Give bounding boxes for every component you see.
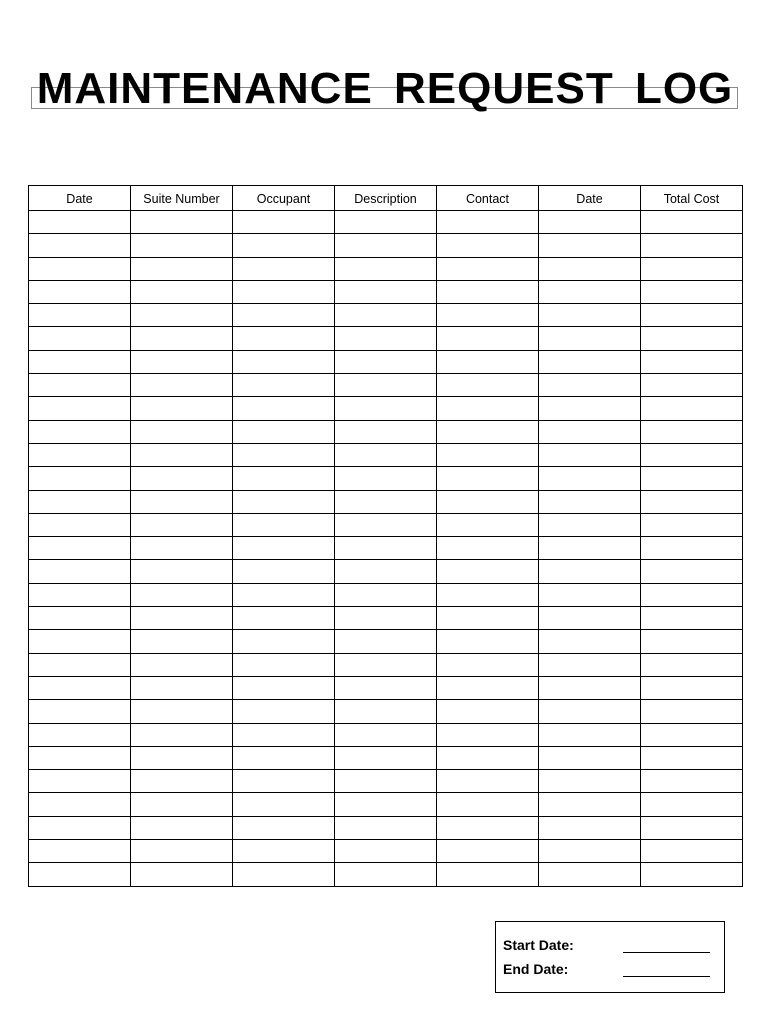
table-cell[interactable]: [29, 280, 131, 303]
table-cell[interactable]: [29, 234, 131, 257]
table-row: [29, 397, 743, 420]
table-cell[interactable]: [437, 793, 539, 816]
table-row: [29, 793, 743, 816]
table-cell[interactable]: [539, 653, 641, 676]
table-cell[interactable]: [29, 793, 131, 816]
table-row: [29, 770, 743, 793]
col-header-completed-date: Date: [539, 186, 641, 211]
table-row: [29, 816, 743, 839]
table-row: [29, 653, 743, 676]
table-cell[interactable]: [233, 304, 335, 327]
table-cell[interactable]: [437, 560, 539, 583]
table-cell[interactable]: [131, 700, 233, 723]
header-row: [29, 186, 743, 211]
table-cell[interactable]: [131, 327, 233, 350]
table-cell[interactable]: [335, 793, 437, 816]
table-cell[interactable]: [233, 653, 335, 676]
table-cell[interactable]: [233, 560, 335, 583]
table-cell[interactable]: [131, 234, 233, 257]
table-cell[interactable]: [437, 653, 539, 676]
table-cell[interactable]: [539, 723, 641, 746]
table-cell[interactable]: [539, 211, 641, 234]
table-cell[interactable]: [29, 397, 131, 420]
table-cell[interactable]: [335, 467, 437, 490]
table-cell[interactable]: [335, 397, 437, 420]
table-cell[interactable]: [335, 653, 437, 676]
table-cell[interactable]: [437, 700, 539, 723]
table-cell[interactable]: [437, 350, 539, 373]
table-cell[interactable]: [335, 443, 437, 466]
table-row: [29, 863, 743, 886]
table-cell[interactable]: [335, 420, 437, 443]
table-cell[interactable]: [335, 676, 437, 699]
log-body: [29, 211, 743, 887]
table-cell[interactable]: [437, 257, 539, 280]
table-cell[interactable]: [641, 490, 743, 513]
table-cell[interactable]: [641, 537, 743, 560]
table-cell[interactable]: [29, 653, 131, 676]
table-cell[interactable]: [539, 420, 641, 443]
table-cell[interactable]: [29, 513, 131, 536]
table-cell[interactable]: [335, 327, 437, 350]
table-row: [29, 490, 743, 513]
table-cell[interactable]: [539, 793, 641, 816]
table-cell[interactable]: [437, 816, 539, 839]
table-cell[interactable]: [335, 374, 437, 397]
table-row: [29, 700, 743, 723]
table-cell[interactable]: [29, 304, 131, 327]
table-cell[interactable]: [437, 234, 539, 257]
table-cell[interactable]: [233, 350, 335, 373]
table-cell[interactable]: [539, 467, 641, 490]
table-cell[interactable]: [335, 280, 437, 303]
table-cell[interactable]: [131, 653, 233, 676]
table-cell[interactable]: [437, 583, 539, 606]
table-cell[interactable]: [641, 374, 743, 397]
table-cell[interactable]: [131, 583, 233, 606]
table-cell[interactable]: [335, 863, 437, 886]
table-cell[interactable]: [335, 211, 437, 234]
table-row: [29, 350, 743, 373]
table-row: [29, 234, 743, 257]
table-cell[interactable]: [641, 280, 743, 303]
table-cell[interactable]: [335, 513, 437, 536]
col-header-occupant: Occupant: [233, 186, 335, 211]
table-cell[interactable]: [539, 583, 641, 606]
table-cell[interactable]: [131, 840, 233, 863]
table-cell[interactable]: [233, 700, 335, 723]
table-cell[interactable]: [641, 746, 743, 769]
table-cell[interactable]: [335, 234, 437, 257]
table-cell[interactable]: [539, 257, 641, 280]
table-cell[interactable]: [29, 676, 131, 699]
table-cell[interactable]: [641, 607, 743, 630]
table-cell[interactable]: [29, 350, 131, 373]
table-cell[interactable]: [641, 816, 743, 839]
table-cell[interactable]: [131, 723, 233, 746]
table-cell[interactable]: [335, 840, 437, 863]
table-cell[interactable]: [335, 350, 437, 373]
start-date-label: Start Date:: [503, 937, 574, 953]
table-cell[interactable]: [641, 234, 743, 257]
start-date-field[interactable]: [623, 952, 710, 953]
table-cell[interactable]: [233, 234, 335, 257]
table-cell[interactable]: [641, 723, 743, 746]
table-cell[interactable]: [131, 746, 233, 769]
end-date-label: End Date:: [503, 961, 569, 977]
table-cell[interactable]: [437, 467, 539, 490]
table-cell[interactable]: [641, 211, 743, 234]
table-cell[interactable]: [437, 770, 539, 793]
table-cell[interactable]: [641, 676, 743, 699]
table-cell[interactable]: [335, 304, 437, 327]
table-cell[interactable]: [233, 676, 335, 699]
table-cell[interactable]: [641, 513, 743, 536]
table-cell[interactable]: [539, 304, 641, 327]
table-row: [29, 420, 743, 443]
table-cell[interactable]: [335, 490, 437, 513]
col-header-total-cost: Total Cost: [641, 186, 743, 211]
table-row: [29, 327, 743, 350]
table-cell[interactable]: [29, 840, 131, 863]
table-cell[interactable]: [29, 257, 131, 280]
table-row: [29, 374, 743, 397]
table-cell[interactable]: [233, 583, 335, 606]
table-cell[interactable]: [539, 676, 641, 699]
table-cell[interactable]: [335, 560, 437, 583]
table-cell[interactable]: [233, 607, 335, 630]
table-cell[interactable]: [335, 583, 437, 606]
table-row: [29, 630, 743, 653]
table-cell[interactable]: [233, 374, 335, 397]
table-row: [29, 513, 743, 536]
table-cell[interactable]: [437, 513, 539, 536]
table-cell[interactable]: [233, 816, 335, 839]
table-cell[interactable]: [131, 513, 233, 536]
table-cell[interactable]: [233, 770, 335, 793]
table-cell[interactable]: [437, 746, 539, 769]
table-cell[interactable]: [233, 793, 335, 816]
table-cell[interactable]: [437, 630, 539, 653]
table-cell[interactable]: [29, 863, 131, 886]
table-cell[interactable]: [233, 420, 335, 443]
table-cell[interactable]: [335, 537, 437, 560]
table-cell[interactable]: [641, 560, 743, 583]
table-cell[interactable]: [131, 490, 233, 513]
table-cell[interactable]: [641, 863, 743, 886]
table-cell[interactable]: [233, 513, 335, 536]
table-cell[interactable]: [233, 467, 335, 490]
table-cell[interactable]: [131, 257, 233, 280]
table-cell[interactable]: [131, 863, 233, 886]
table-cell[interactable]: [539, 863, 641, 886]
table-row: [29, 560, 743, 583]
table-cell[interactable]: [437, 397, 539, 420]
table-cell[interactable]: [437, 676, 539, 699]
table-cell[interactable]: [131, 280, 233, 303]
start-date-row: [503, 937, 713, 955]
table-cell[interactable]: [641, 630, 743, 653]
table-cell[interactable]: [437, 443, 539, 466]
table-cell[interactable]: [437, 537, 539, 560]
table-cell[interactable]: [335, 630, 437, 653]
table-cell[interactable]: [437, 840, 539, 863]
table-cell[interactable]: [29, 746, 131, 769]
table-cell[interactable]: [131, 211, 233, 234]
table-cell[interactable]: [29, 723, 131, 746]
table-cell[interactable]: [335, 257, 437, 280]
table-cell[interactable]: [29, 443, 131, 466]
table-cell[interactable]: [131, 304, 233, 327]
table-cell[interactable]: [29, 374, 131, 397]
table-cell[interactable]: [539, 537, 641, 560]
table-cell[interactable]: [233, 397, 335, 420]
table-cell[interactable]: [131, 443, 233, 466]
table-cell[interactable]: [437, 420, 539, 443]
table-cell[interactable]: [641, 840, 743, 863]
table-cell[interactable]: [539, 513, 641, 536]
table-cell[interactable]: [437, 327, 539, 350]
table-cell[interactable]: [539, 443, 641, 466]
table-row: [29, 607, 743, 630]
table-cell[interactable]: [233, 257, 335, 280]
table-row: [29, 840, 743, 863]
table-cell[interactable]: [29, 327, 131, 350]
table-cell[interactable]: [539, 630, 641, 653]
table-row: [29, 443, 743, 466]
table-cell[interactable]: [233, 840, 335, 863]
table-cell[interactable]: [131, 816, 233, 839]
table-cell[interactable]: [233, 863, 335, 886]
end-date-row: [503, 961, 713, 979]
table-cell[interactable]: [233, 630, 335, 653]
table-cell[interactable]: [29, 560, 131, 583]
table-row: [29, 280, 743, 303]
table-cell[interactable]: [641, 304, 743, 327]
table-row: [29, 723, 743, 746]
table-cell[interactable]: [641, 467, 743, 490]
maintenance-log-table: [28, 185, 743, 887]
table-cell[interactable]: [539, 840, 641, 863]
table-cell[interactable]: [539, 770, 641, 793]
table-row: [29, 257, 743, 280]
table-row: [29, 211, 743, 234]
table-cell[interactable]: [539, 397, 641, 420]
table-cell[interactable]: [335, 723, 437, 746]
table-row: [29, 467, 743, 490]
table-cell[interactable]: [641, 770, 743, 793]
table-row: [29, 583, 743, 606]
table-row: [29, 746, 743, 769]
table-cell[interactable]: [233, 723, 335, 746]
table-cell[interactable]: [539, 374, 641, 397]
table-cell[interactable]: [131, 350, 233, 373]
table-cell[interactable]: [641, 257, 743, 280]
table-cell[interactable]: [131, 770, 233, 793]
table-cell[interactable]: [233, 280, 335, 303]
end-date-field[interactable]: [623, 976, 710, 977]
table-cell[interactable]: [29, 630, 131, 653]
table-cell[interactable]: [641, 700, 743, 723]
table-cell[interactable]: [131, 630, 233, 653]
table-cell[interactable]: [641, 350, 743, 373]
table-cell[interactable]: [437, 211, 539, 234]
table-cell[interactable]: [539, 350, 641, 373]
table-cell[interactable]: [29, 420, 131, 443]
table-cell[interactable]: [335, 746, 437, 769]
table-cell[interactable]: [233, 327, 335, 350]
table-cell[interactable]: [641, 420, 743, 443]
table-cell[interactable]: [437, 374, 539, 397]
date-range-box: [495, 921, 725, 993]
table-cell[interactable]: [641, 443, 743, 466]
table-cell[interactable]: [539, 327, 641, 350]
table-cell[interactable]: [29, 467, 131, 490]
table-cell[interactable]: [539, 490, 641, 513]
table-cell[interactable]: [539, 816, 641, 839]
table-cell[interactable]: [131, 397, 233, 420]
table-cell[interactable]: [539, 700, 641, 723]
table-cell[interactable]: [335, 607, 437, 630]
table-cell[interactable]: [29, 770, 131, 793]
table-cell[interactable]: [335, 700, 437, 723]
table-cell[interactable]: [641, 793, 743, 816]
table-cell[interactable]: [29, 583, 131, 606]
table-row: [29, 304, 743, 327]
col-header-contact: Contact: [437, 186, 539, 211]
table-cell[interactable]: [131, 467, 233, 490]
table-cell[interactable]: [29, 816, 131, 839]
table-cell[interactable]: [335, 770, 437, 793]
table-cell[interactable]: [539, 746, 641, 769]
table-cell[interactable]: [233, 443, 335, 466]
table-cell[interactable]: [131, 607, 233, 630]
table-cell[interactable]: [641, 583, 743, 606]
table-cell[interactable]: [233, 211, 335, 234]
table-cell[interactable]: [233, 537, 335, 560]
table-row: [29, 676, 743, 699]
table-cell[interactable]: [335, 816, 437, 839]
table-cell[interactable]: [437, 280, 539, 303]
table-cell[interactable]: [131, 676, 233, 699]
table-cell[interactable]: [131, 374, 233, 397]
table-cell[interactable]: [233, 490, 335, 513]
table-cell[interactable]: [539, 607, 641, 630]
table-cell[interactable]: [29, 211, 131, 234]
table-cell[interactable]: [29, 700, 131, 723]
table-cell[interactable]: [641, 397, 743, 420]
page-title: MAINTENANCE REQUEST LOG: [36, 64, 734, 113]
table-cell[interactable]: [131, 560, 233, 583]
table-cell[interactable]: [29, 607, 131, 630]
table-cell[interactable]: [131, 420, 233, 443]
table-cell[interactable]: [233, 746, 335, 769]
col-header-suite-number: Suite Number: [131, 186, 233, 211]
table-cell[interactable]: [437, 490, 539, 513]
table-cell[interactable]: [131, 537, 233, 560]
col-header-date: Date: [29, 186, 131, 211]
table-cell[interactable]: [29, 490, 131, 513]
table-row: [29, 537, 743, 560]
table-cell[interactable]: [29, 537, 131, 560]
table-cell[interactable]: [131, 793, 233, 816]
table-cell[interactable]: [539, 280, 641, 303]
table-cell[interactable]: [437, 304, 539, 327]
table-cell[interactable]: [539, 560, 641, 583]
table-cell[interactable]: [539, 234, 641, 257]
table-cell[interactable]: [437, 863, 539, 886]
table-cell[interactable]: [641, 327, 743, 350]
table-cell[interactable]: [641, 653, 743, 676]
table-cell[interactable]: [437, 607, 539, 630]
table-cell[interactable]: [437, 723, 539, 746]
col-header-description: Description: [335, 186, 437, 211]
